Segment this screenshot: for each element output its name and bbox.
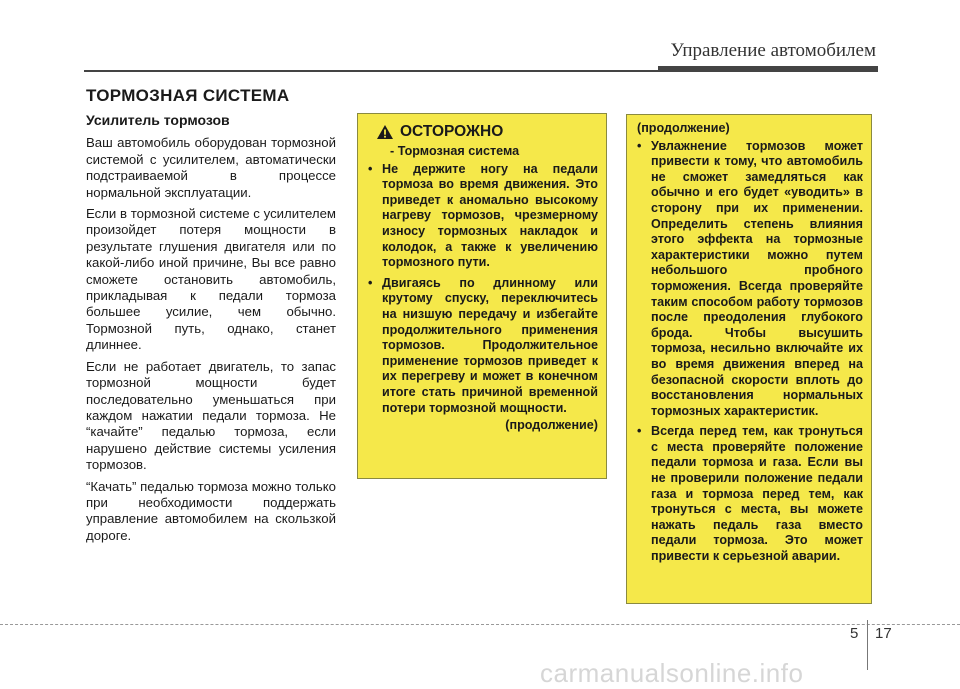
- section-title: ТОРМОЗНАЯ СИСТЕМА: [86, 86, 290, 105]
- page-number: 17: [875, 625, 892, 642]
- continued-warning-box: [626, 114, 872, 604]
- warning-title: ОСТОРОЖНО: [400, 123, 504, 141]
- warning-list: [368, 162, 598, 417]
- list-item: • Не держите ногу на педали тормоза во время движения. Это приведет к аномально высокому нагреву тормозов, чрезмерному износу тормозных накладок и колодок, а также к увеличению тормозного пути.: [368, 161, 598, 270]
- paragraph: Если не работает двигатель, то запас тормозной мощности будет последовательно уменьшаться при каждом нажатии педали тормоза. Не “качайте” педалью тормоза, если нарушено действие системы усиления тормозов.: [86, 358, 336, 473]
- warning-subtitle: - Тормозная система: [390, 144, 520, 158]
- warning-box: [357, 113, 607, 479]
- warning-list: [637, 139, 863, 565]
- subheading: Усилитель тормозов: [86, 112, 230, 128]
- continued-label: (продолжение): [637, 121, 730, 135]
- paragraph: Ваш автомобиль оборудован тормозной системой с усилителем, автоматически подстраиваемой в процессе нормальной эксплуатации.: [86, 135, 336, 200]
- header-rule-accent: [658, 66, 878, 72]
- paragraph: “Качать” педалью тормоза можно только при необходимости поддержать управление автомобилем на скользкой дороге.: [86, 478, 336, 543]
- footer-rule: [0, 624, 960, 625]
- list-item: • Двигаясь по длинному или крутому спуску, переключитесь на низшую передачу и избегайте продолжительного применения тормозов. Продолжительное применение тормозов приведет к их перегреву и может в конечном итоге стать причиной временной потери тормозной мощности.: [368, 275, 598, 415]
- paragraph: Если в тормозной системе с усилителем произойдет потеря мощности в результате глушения двигателя или по какой-либо иной причине, Вы все равно сможете остановить автомобиль, прикладывая к педали тормоза большее усилие, чем обычно. Тормозной путь, однако, станет длиннее.: [86, 206, 336, 353]
- warning-header: [376, 124, 598, 140]
- left-column: [86, 112, 336, 549]
- chapter-number: 5: [850, 625, 859, 642]
- list-item: • Всегда перед тем, как тронуться с места проверяйте положение педали тормоза и газа. Если вы не проверили положение педали газа и тормоза перед тем, как тронуться с места, вы можете нажать педаль газа вместо педали тормоза. Это может привести к серьезной аварии.: [637, 424, 863, 564]
- chapter-title: Управление автомобилем: [670, 40, 876, 61]
- page-number-separator: [867, 620, 868, 670]
- watermark: carmanualsonline.info: [540, 658, 804, 688]
- warning-triangle-icon: [376, 124, 394, 140]
- list-item: • Увлажнение тормозов может привести к тому, что автомобиль не сможет замедляться как обычно и его будет «уводить» в сторону при их применении. Определить степень влияния этого эффекта на тормозные характеристики можно путем небольшого пробного торможения. Всегда проверяйте таким способом работу тормозов после преодоления глубокого брода. Чтобы высушить тормоза, несильно включайте их во время движения вперед на безопасной скорости вплоть до восстановления нормальных тормозных характеристик.: [637, 138, 863, 418]
- continued-label: (продолжение): [505, 418, 598, 433]
